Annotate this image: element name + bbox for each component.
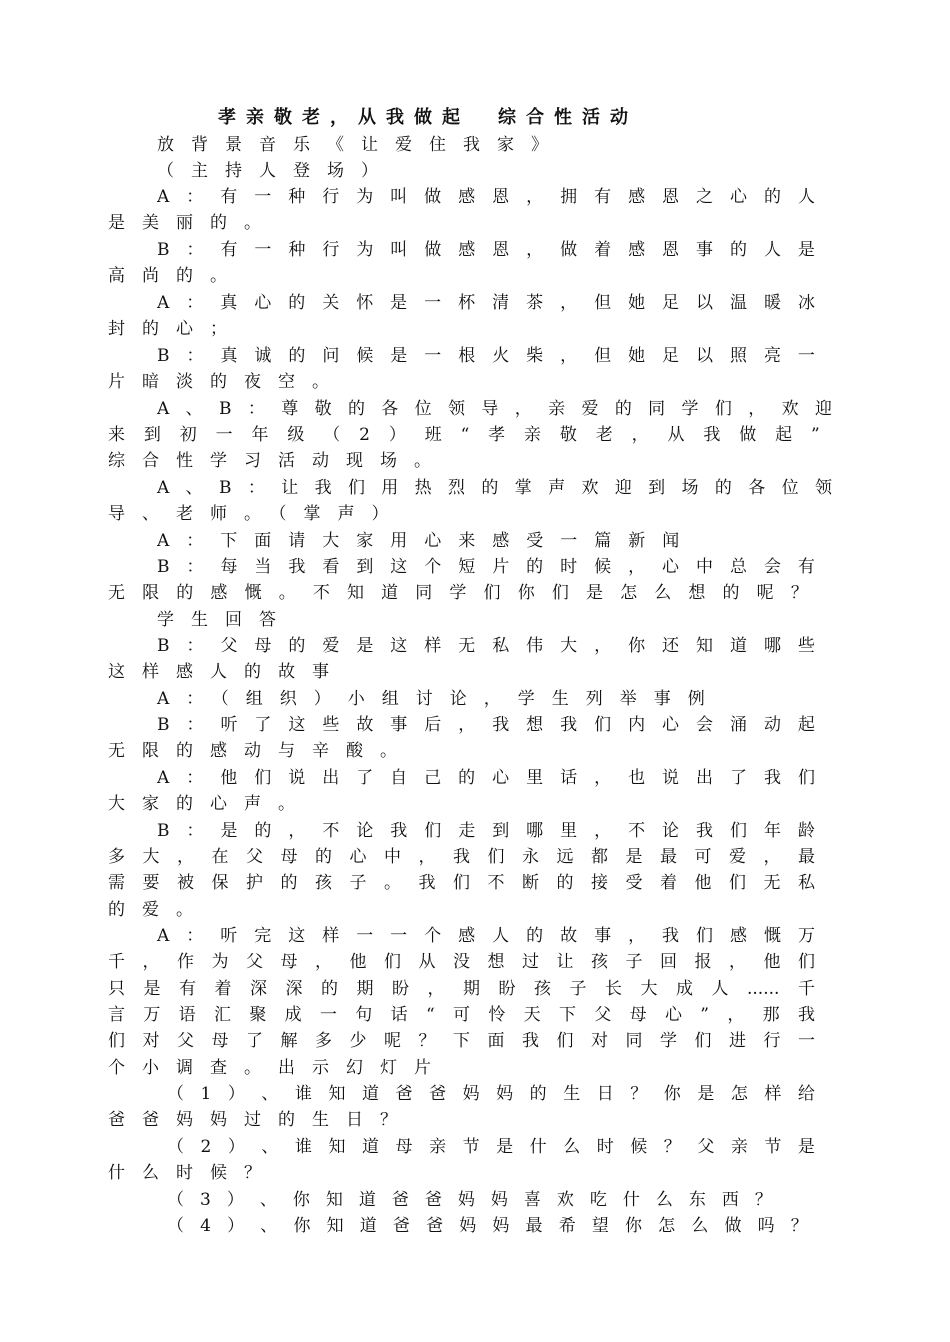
body-line: 是美丽的。	[108, 213, 278, 233]
body-line: A ： 有 一 种 行 为 叫 做 感 恩 ， 拥 有 感 恩 之 心 的 人	[157, 187, 815, 207]
body-line: 这样感人的故事	[108, 662, 346, 682]
body-line: 们 对 父 母 了 解 多 少 呢 ？ 下 面 我 们 对 同 学 们 进 行 一	[108, 1031, 815, 1051]
body-line: A：下面请大家用心来感受一篇新闻	[157, 531, 697, 551]
body-line: 封的心；	[108, 319, 244, 339]
body-line: 多 大 ， 在 父 母 的 心 中 ， 我 们 永 远 都 是 最 可 爱 ， 最	[108, 847, 815, 867]
body-line: A 、 B ： 让 我 们 用 热 烈 的 掌 声 欢 迎 到 场 的 各 位 领	[157, 478, 832, 498]
body-line: A ： 听 完 这 样 一 一 个 感 人 的 故 事 ， 我 们 感 慨 万	[157, 926, 815, 946]
body-line: （ 1 ） 、 谁 知 道 爸 爸 妈 妈 的 生 日 ？ 你 是 怎 样 给	[167, 1084, 815, 1104]
body-line: B ： 每 当 我 看 到 这 个 短 片 的 时 候 ， 心 中 总 会 有	[157, 557, 815, 577]
body-line: B ： 听 了 这 些 故 事 后 ， 我 想 我 们 内 心 会 涌 动 起	[157, 715, 815, 735]
body-line: （主持人登场）	[157, 161, 395, 181]
body-line: B ： 有 一 种 行 为 叫 做 感 恩 ， 做 着 感 恩 事 的 人 是	[157, 240, 815, 260]
body-line: 来 到 初 一 年 级 （ 2 ） 班 “ 孝 亲 敬 老 ， 从 我 做 起 ”	[108, 425, 820, 445]
body-line: （ 4 ） 、 你 知 道 爸 爸 妈 妈 最 希 望 你 怎 么 做 吗 ？	[167, 1216, 808, 1236]
body-line: A ： 真 心 的 关 怀 是 一 杯 清 茶 ， 但 她 足 以 温 暖 冰	[157, 293, 815, 313]
body-line: B ： 真 诚 的 问 候 是 一 根 火 柴 ， 但 她 足 以 照 亮 一	[157, 346, 815, 366]
body-line: 需 要 被 保 护 的 孩 子 。 我 们 不 断 的 接 受 着 他 们 无 私	[108, 873, 815, 893]
body-line: B ： 是 的 ， 不 论 我 们 走 到 哪 里 ， 不 论 我 们 年 龄	[157, 821, 815, 841]
body-line: 无限的感动与辛酸。	[108, 741, 414, 761]
body-line: 学生回答	[157, 610, 293, 630]
body-line: （ 2 ） 、 谁 知 道 母 亲 节 是 什 么 时 候 ？ 父 亲 节 是	[167, 1137, 815, 1157]
body-line: A 、 B ： 尊 敬 的 各 位 领 导 ， 亲 爱 的 同 学 们 ， 欢 迎	[157, 399, 832, 419]
body-line: 千 ， 作 为 父 母 ， 他 们 从 没 想 过 让 孩 子 回 报 ， 他 们	[108, 952, 815, 972]
body-line: 的爱。	[108, 900, 210, 920]
body-line: 大家的心声。	[108, 794, 312, 814]
body-line: 片暗淡的夜空。	[108, 372, 346, 392]
body-line: 只 是 有 着 深 深 的 期 盼 ， 期 盼 孩 子 长 大 成 人 ...... 千	[108, 979, 815, 999]
body-line: 高尚的。	[108, 266, 244, 286]
body-line: 无 限 的 感 慨 。 不 知 道 同 学 们 你 们 是 怎 么 想 的 呢 ？	[108, 583, 808, 603]
body-line: 个小调查。出示幻灯片	[108, 1058, 448, 1078]
body-line: A：（组织）小组讨论，学生列举事例	[157, 689, 722, 709]
body-line: 导、老师。（掌声）	[108, 504, 406, 524]
body-line: B ： 父 母 的 爱 是 这 样 无 私 伟 大 ， 你 还 知 道 哪 些	[157, 636, 815, 656]
body-line: 言 万 语 汇 聚 成 一 句 话 “ 可 怜 天 下 父 母 心 ” ， 那 我	[108, 1005, 815, 1025]
body-line: （ 3 ） 、 你 知 道 爸 爸 妈 妈 喜 欢 吃 什 么 东 西 ？	[167, 1190, 772, 1210]
document-title: 孝亲敬老，从我做起 综合性活动	[218, 107, 638, 128]
body-line: 放背景音乐《让爱住我家》	[157, 135, 565, 155]
body-line: 爸爸妈妈过的生日？	[108, 1110, 414, 1130]
body-line: 综合性学习活动现场。	[108, 451, 448, 471]
body-line: 什么时候？	[108, 1163, 278, 1183]
body-line: A ： 他 们 说 出 了 自 己 的 心 里 话 ， 也 说 出 了 我 们	[157, 768, 815, 788]
